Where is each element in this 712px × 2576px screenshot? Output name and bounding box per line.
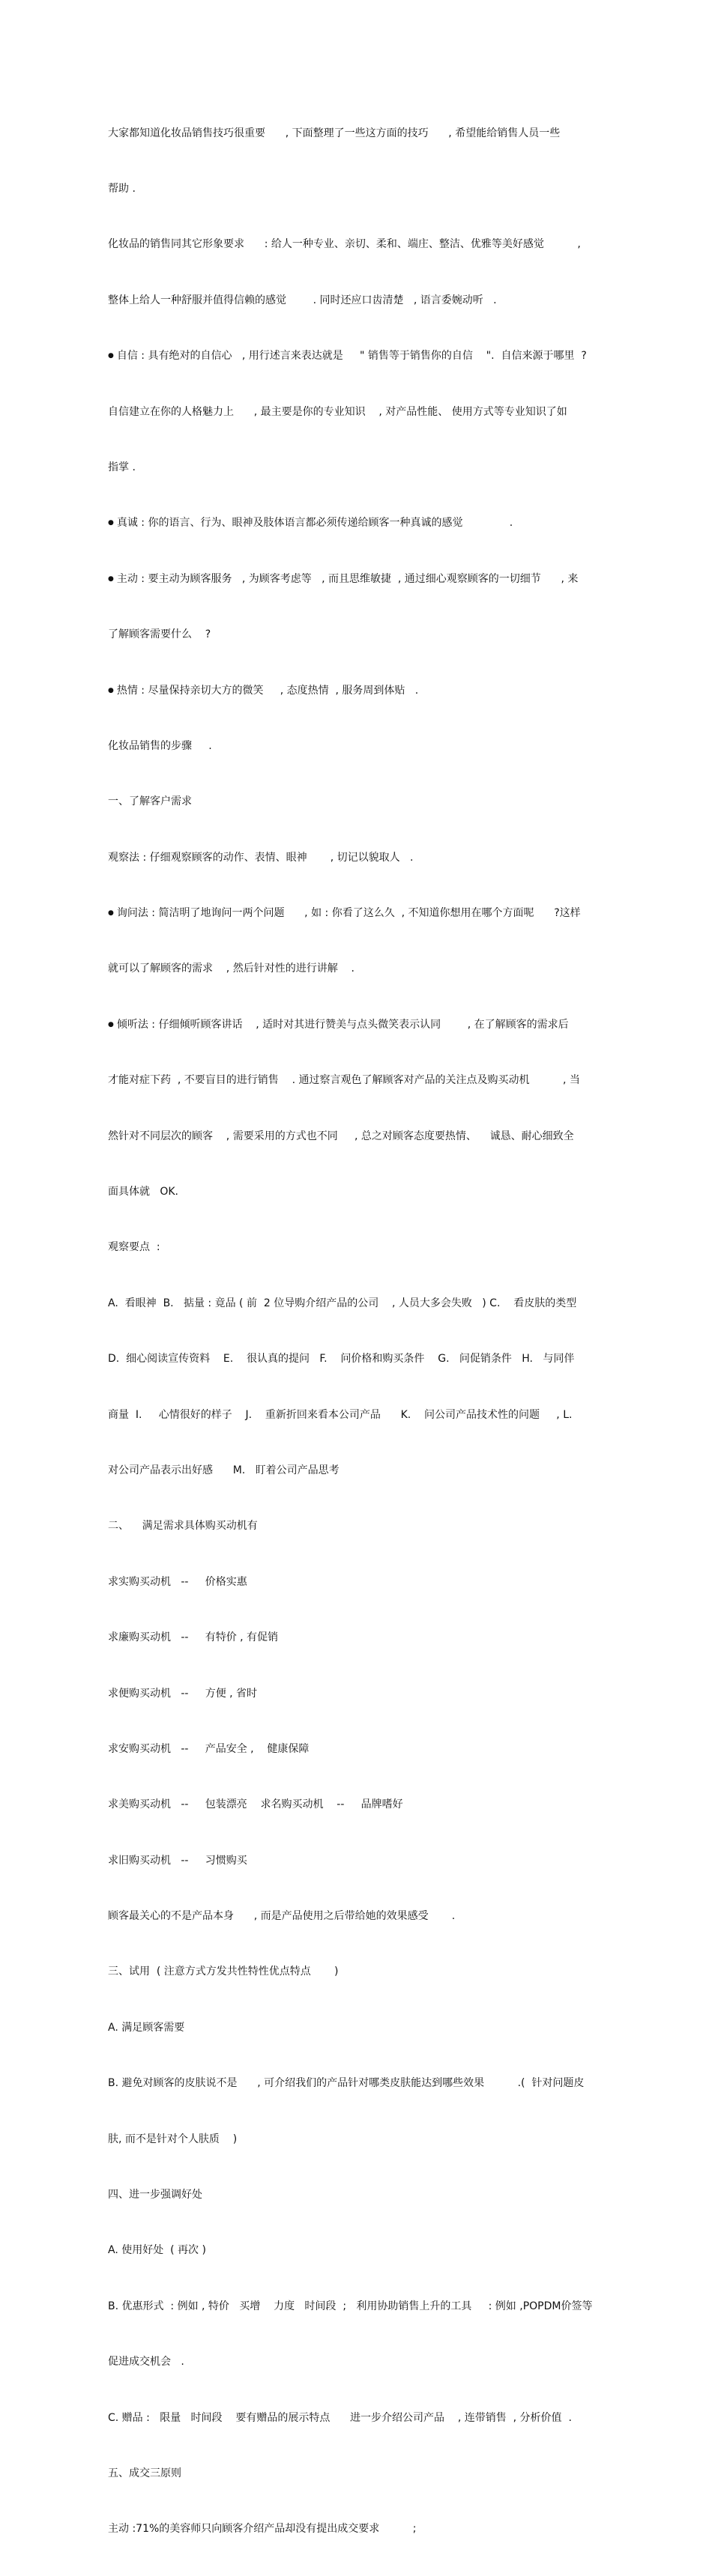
text-line: 面具体就 OK. — [108, 1186, 179, 1198]
text-line: A. 满足顾客需要 — [108, 2021, 185, 2034]
text-line: 求安购买动机 -- 产品安全 , 健康保障 — [108, 1742, 310, 1755]
text-line: 了解顾客需要什么 ? — [108, 628, 211, 641]
bullet-icon — [108, 1019, 117, 1031]
text-line: 自信 : 具有绝对的自信心 , 用行述言来表达就是 " 销售等于销售你的自信 ". 自信来源于哪里 ? — [116, 350, 587, 363]
bullet-icon — [108, 685, 117, 697]
text-line: 观察法 : 仔细观察顾客的动作、表情、眼神 , 切记以貌取人 . — [108, 851, 414, 864]
bullet-line — [108, 904, 618, 923]
text-line: 对公司产品表示出好感 M. 盯着公司产品思考 — [108, 1464, 340, 1476]
text-line: 帮助 . — [108, 182, 136, 195]
text-line: 求廉购买动机 -- 有特价 , 有促销 — [108, 1631, 279, 1644]
text-line: 观察要点 : — [108, 1241, 160, 1254]
text-line: 整体上给人一种舒服并值得信赖的感觉 . 同时还应口齿清楚 , 语言委婉动听 . — [108, 294, 497, 306]
section-heading: 一、了解客户需求 — [108, 795, 192, 808]
text-line: 主动 : 要主动为顾客服务 , 为顾客考虑等 , 而且思维敏捷 , 通过细心观察顾客的一切细节 , 来 — [116, 572, 579, 585]
text-line: B. 避免对顾客的皮肤说不是 , 可介绍我们的产品针对哪类皮肤能达到哪些效果 .( 针对问题皮 — [108, 2077, 585, 2090]
text-line: 然针对不同层次的顾客 , 需要采用的方式也不同 , 总之对顾客态度要热情、 诚恳、耐心细致全 — [108, 1130, 574, 1142]
text-line: D. 细心阅读宣传资料 E. 很认真的提问 F. 问价格和购买条件 G. 问促销条件 H. 与同伴 — [108, 1353, 575, 1366]
text-line: B. 优惠形式 : 例如 , 特价 买增 力度 时间段 ; 利用协助销售上升的工具 : 例如 ,POPDM价签等 — [108, 2300, 593, 2312]
text-line: 询问法 : 简洁明了地询问一两个问题 , 如 : 你看了这么久 , 不知道你想用在哪个方面呢 ?这样 — [116, 907, 581, 920]
text-line: 促进成交机会 . — [108, 2356, 184, 2369]
bullet-icon — [108, 907, 117, 919]
bullet-line — [108, 514, 618, 533]
text-line: 求旧购买动机 -- 习惯购买 — [108, 1854, 247, 1867]
text-line: 求便购买动机 -- 方便 , 省时 — [108, 1687, 258, 1700]
bullet-line — [108, 347, 618, 366]
bullet-line — [108, 570, 618, 589]
text-line: 主动 :71%的美容师只向顾客介绍产品却没有提出成交要求 ; — [108, 2523, 417, 2536]
text-line: 才能对症下药 , 不要盲目的进行销售 . 通过察言观色了解顾客对产品的关注点及购买动机 , 当 — [108, 1074, 580, 1087]
text-line: 热情 : 尽量保持亲切大方的微笑 , 态度热情 , 服务周到体贴 . — [116, 684, 419, 697]
text-line: A. 使用好处 ( 再次 ) — [108, 2244, 206, 2257]
document-body — [108, 87, 618, 2576]
text-line: 化妆品的销售同其它形象要求 : 给人一种专业、亲切、柔和、端庄、整洁、优雅等美好感觉 , — [108, 238, 581, 251]
bullet-icon — [108, 350, 117, 362]
bullet-line — [108, 682, 618, 700]
bullet-icon — [108, 517, 117, 529]
text-line: 顾客最关心的不是产品本身 , 而是产品使用之后带给她的效果感受 . — [108, 1910, 456, 1923]
text-line: 倾听法 : 仔细倾听顾客讲话 , 适时对其进行赞美与点头微笑表示认同 , 在了解顾客的需求后 — [116, 1018, 569, 1031]
text-line: 大家都知道化妆品销售技巧很重要 , 下面整理了一些这方面的技巧 , 希望能给销售人员一些 — [108, 127, 561, 139]
text-line: A. 看眼神 B. 掂量 : 竟品 ( 前 2 位导购介绍产品的公司 , 人员大多会失败 ) C. 看皮肤的类型 — [108, 1297, 577, 1309]
bullet-line — [108, 1016, 618, 1034]
text-line: 自信建立在你的人格魅力上 , 最主要是你的专业知识 , 对产品性能、 使用方式等专业知识了如 — [108, 405, 567, 418]
section-heading: 四、进一步强调好处 — [108, 2189, 202, 2201]
text-line: C. 赠品 : 限量 时间段 要有赠品的展示特点 进一步介绍公司产品 , 连带销售 , 分析价值 . — [108, 2411, 572, 2424]
text-line: 指掌 . — [108, 461, 136, 473]
text-line: 商量 I. 心情很好的样子 J. 重新折回来看本公司产品 K. 问公司产品技术性的问题 , L. — [108, 1408, 573, 1421]
section-heading: 五、成交三原则 — [108, 2467, 181, 2479]
text-line: 求实购买动机 -- 价格实惠 — [108, 1575, 247, 1588]
text-line: 真诚 : 你的语言、行为、眼神及肢体语言都必须传递给顾客一种真诚的感觉 . — [116, 517, 513, 530]
text-line: 肤, 而不是针对个人肤质 ) — [108, 2133, 238, 2145]
section-heading: 三、试用 ( 注意方式方发共性特性优点特点 ) — [108, 1966, 339, 1978]
bullet-icon — [108, 573, 117, 585]
text-line: 就可以了解顾客的需求 , 然后针对性的进行讲解 . — [108, 963, 355, 975]
text-line: 求美购买动机 -- 包装漂亮 求名购买动机 -- 品牌嗜好 — [108, 1798, 403, 1811]
section-heading: 二、 满足需求具体购买动机有 — [108, 1520, 258, 1533]
section-heading: 化妆品销售的步骤 . — [108, 739, 212, 752]
